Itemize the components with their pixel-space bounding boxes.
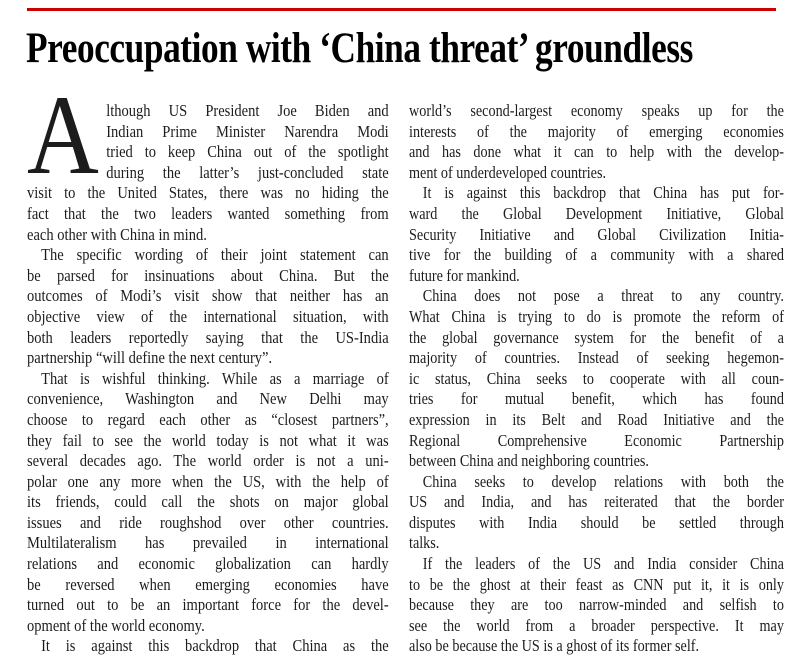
paragraph [409, 183, 784, 286]
article-line: tive for the building of a community with a shared [409, 245, 784, 265]
article-column-left [27, 73, 389, 657]
article-line: Indian Prime Minister Narendra Modi [106, 121, 389, 141]
article-line: outcomes of Modi’s visit show that neither has an [27, 286, 389, 306]
paragraph [27, 73, 389, 245]
article-line: ward the Global Development Initiative, Global [409, 203, 784, 223]
article-line: disputes with India should be settled through [409, 512, 784, 532]
article-line: convenience, Washington and New Delhi may [27, 389, 389, 409]
article-line: future for mankind. [409, 265, 520, 285]
article-line: It is against this backdrop that China has put for- [422, 183, 784, 203]
paragraph [27, 245, 389, 369]
article-line: tried to keep China out of the spotlight [106, 142, 389, 162]
drop-cap: A [27, 73, 99, 198]
article-line: That is wishful thinking. While as a marriage of [41, 368, 389, 388]
article-line: relations and economic globalization can hardly [27, 554, 389, 574]
article-line: tries for mutual benefit, which has found [409, 389, 784, 409]
article-line: interests of the majority of emerging economies [409, 121, 784, 141]
article-line: the global governance system for the benefit of a [409, 327, 784, 347]
article-line: Regional Comprehensive Economic Partnership [409, 430, 784, 450]
article-line: Security Initiative and Global Civilization Initia- [409, 224, 784, 244]
article-line: lthough US President Joe Biden and [106, 101, 389, 120]
paragraph [409, 554, 784, 657]
article-line: visit to the United States, there was no hiding the [27, 183, 389, 203]
article-line: polar one any more when the US, with the help of [27, 471, 389, 491]
article-line: The specific wording of their joint statement can [41, 245, 389, 265]
article-line: Multilateralism has prevailed in international [27, 533, 389, 553]
article-line: during the latter’s just-concluded state [106, 162, 389, 182]
article-line: objective view of the international situation, with [27, 306, 389, 326]
article-line: and has done what it can to help with the develop- [409, 142, 784, 162]
article-column-right [409, 101, 784, 657]
article-line: opment of the world economy. [27, 615, 205, 635]
paragraph [27, 369, 389, 637]
headline: Preoccupation with ‘China threat’ groundless [26, 25, 693, 72]
article-line: they fail to see the world today is not what it was [27, 430, 389, 450]
article-line: choose to regard each other as “closest partners”, [27, 409, 389, 429]
article-line: US and India, and has reiterated that the border [409, 492, 784, 512]
article-line: fact that the two leaders wanted something from [27, 203, 389, 223]
article-line: majority of countries. Instead of seeking hegemon- [409, 348, 784, 368]
article-line: be reversed when emerging economies have [27, 574, 389, 594]
article-line: also be because the US is a ghost of its former self. [409, 636, 700, 656]
article-line: to be the ghost at their feast as CNN put it, it is only [409, 574, 784, 594]
article-line: expression in its Belt and Road Initiative and the [409, 409, 784, 429]
top-rule [27, 8, 776, 11]
article-line: ic status, China seeks to cooperate with all coun- [409, 368, 784, 388]
paragraph [27, 636, 389, 657]
article-line: China seeks to develop relations with both the [422, 471, 784, 491]
article-line: each other with China in mind. [27, 224, 207, 244]
article-line: between China and neighboring countries. [409, 451, 649, 471]
article-line: be parsed for insinuations about China. But the [27, 265, 389, 285]
article-line: partnership “will define the next century”. [27, 348, 273, 368]
article-line: ment of underdeveloped countries. [409, 162, 607, 182]
article-line: It is against this backdrop that China as the [41, 636, 389, 656]
article-line: see the world from a broader perspective. It may [409, 615, 784, 635]
paragraph [409, 101, 784, 183]
article-line: China does not pose a threat to any country. [422, 286, 784, 306]
article-line: If the leaders of the US and India consider China [422, 554, 784, 574]
article-line: turned out to be an important force for the devel- [27, 595, 389, 615]
article-line: both leaders reportedly saying that the US-India [27, 327, 389, 347]
article-line: because they are too narrow-minded and selfish to [409, 595, 784, 615]
paragraph [409, 472, 784, 554]
article-line: world’s second-largest economy speaks up for the [409, 101, 784, 120]
article-line: several decades ago. The world order is not a uni- [27, 451, 389, 471]
article-line: issues and ride roughshod over other countries. [27, 512, 389, 532]
article-line: What China is trying to do is promote the reform of [409, 306, 784, 326]
article-line: talks. [409, 533, 440, 553]
article-line: its friends, could call the shots on major global [27, 492, 389, 512]
paragraph [409, 286, 784, 471]
